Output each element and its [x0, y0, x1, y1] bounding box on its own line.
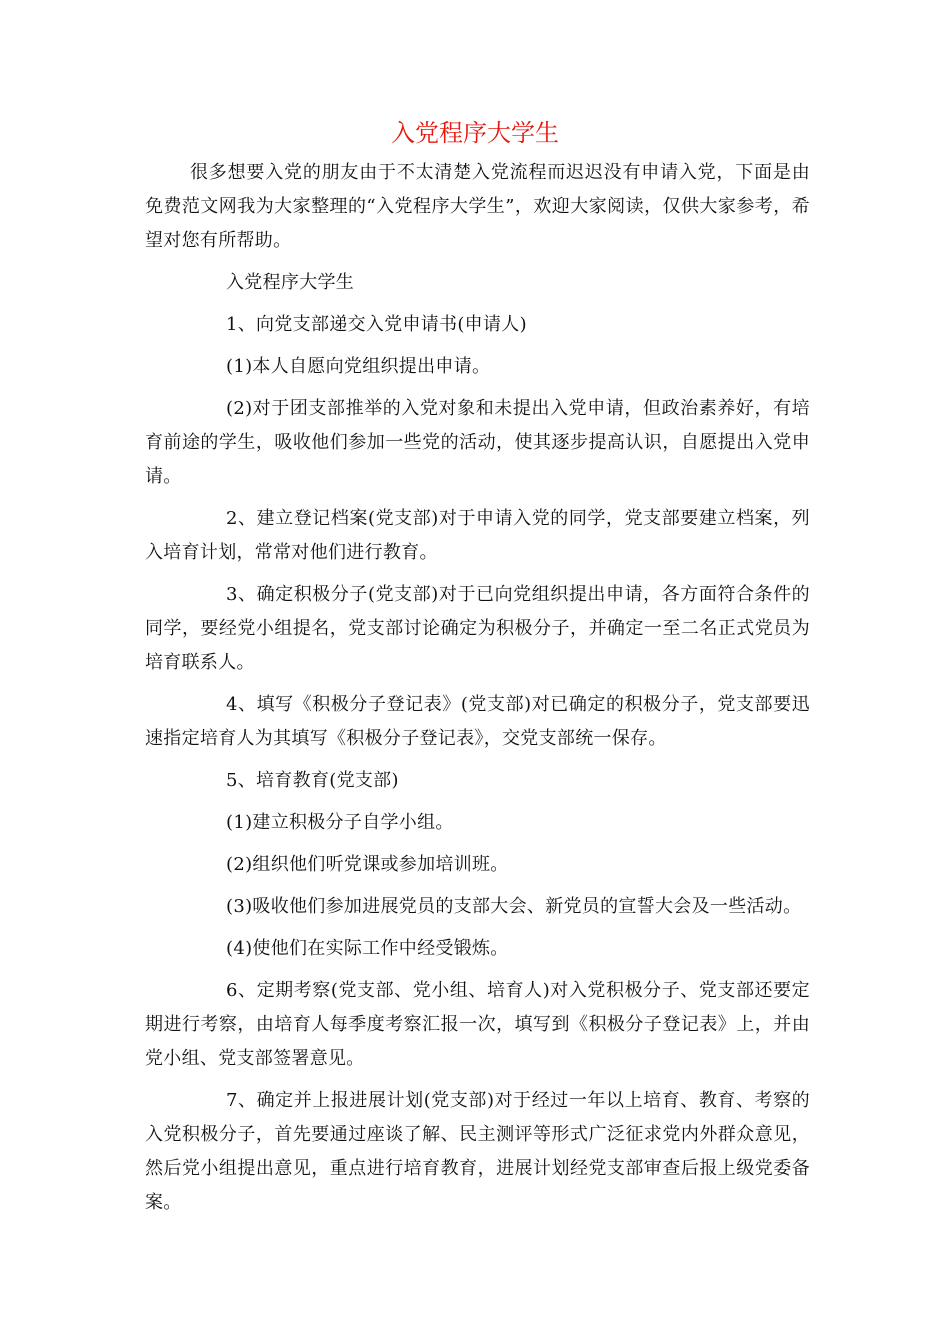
section-heading: 入党程序大学生 — [226, 272, 355, 293]
step-7-paragraph: 7、确定并上报进展计划(党支部)对于经过一年以上培育、教育、考察的入党积极分子，首先要通过座谈了解、民主测评等形式广泛征求党内外群众意见，然后党小组提出意见，重点进行培育教育，进展计划经党支部审查后报上级党委备案。 — [145, 1090, 810, 1213]
step-5-item-4: (4)使他们在实际工作中经受锻炼。 — [226, 938, 509, 959]
step-2-paragraph: 2、建立登记档案(党支部)对于申请入党的同学，党支部要建立档案，列入培育计划，常常对他们进行教育。 — [145, 508, 810, 563]
step-5-item-1: (1)建立积极分子自学小组。 — [226, 812, 454, 833]
document-body — [145, 156, 810, 1228]
intro-paragraph: 很多想要入党的朋友由于不太清楚入党流程而迟迟没有申请入党，下面是由免费范文网我为大家整理的“入党程序大学生”，欢迎大家阅读，仅供大家参考，希望对您有所帮助。 — [145, 162, 810, 251]
step-1-item-1: (1)本人自愿向党组织提出申请。 — [226, 356, 491, 377]
step-1-item-2: (2)对于团支部推举的入党对象和未提出入党申请，但政治素养好，有培育前途的学生，吸收他们参加一些党的活动，使其逐步提高认识，自愿提出入党申请。 — [145, 398, 810, 487]
document-title: 入党程序大学生 — [391, 119, 559, 147]
step-5-item-3: (3)吸收他们参加进展党员的支部大会、新党员的宣誓大会及一些活动。 — [226, 896, 802, 917]
step-3-paragraph: 3、确定积极分子(党支部)对于已向党组织提出申请，各方面符合条件的同学，要经党小组提名，党支部讨论确定为积极分子，并确定一至二名正式党员为培育联系人。 — [145, 584, 810, 673]
step-5-heading: 5、培育教育(党支部) — [226, 770, 399, 791]
step-4-paragraph: 4、填写《积极分子登记表》(党支部)对已确定的积极分子，党支部要迅速指定培育人为其填写《积极分子登记表》，交党支部统一保存。 — [145, 694, 810, 749]
step-1-heading: 1、向党支部递交入党申请书(申请人) — [226, 314, 527, 335]
step-6-paragraph: 6、定期考察(党支部、党小组、培育人)对入党积极分子、党支部还要定期进行考察，由培育人每季度考察汇报一次，填写到《积极分子登记表》上，并由党小组、党支部签署意见。 — [145, 980, 810, 1069]
step-5-item-2: (2)组织他们听党课或参加培训班。 — [226, 854, 509, 875]
